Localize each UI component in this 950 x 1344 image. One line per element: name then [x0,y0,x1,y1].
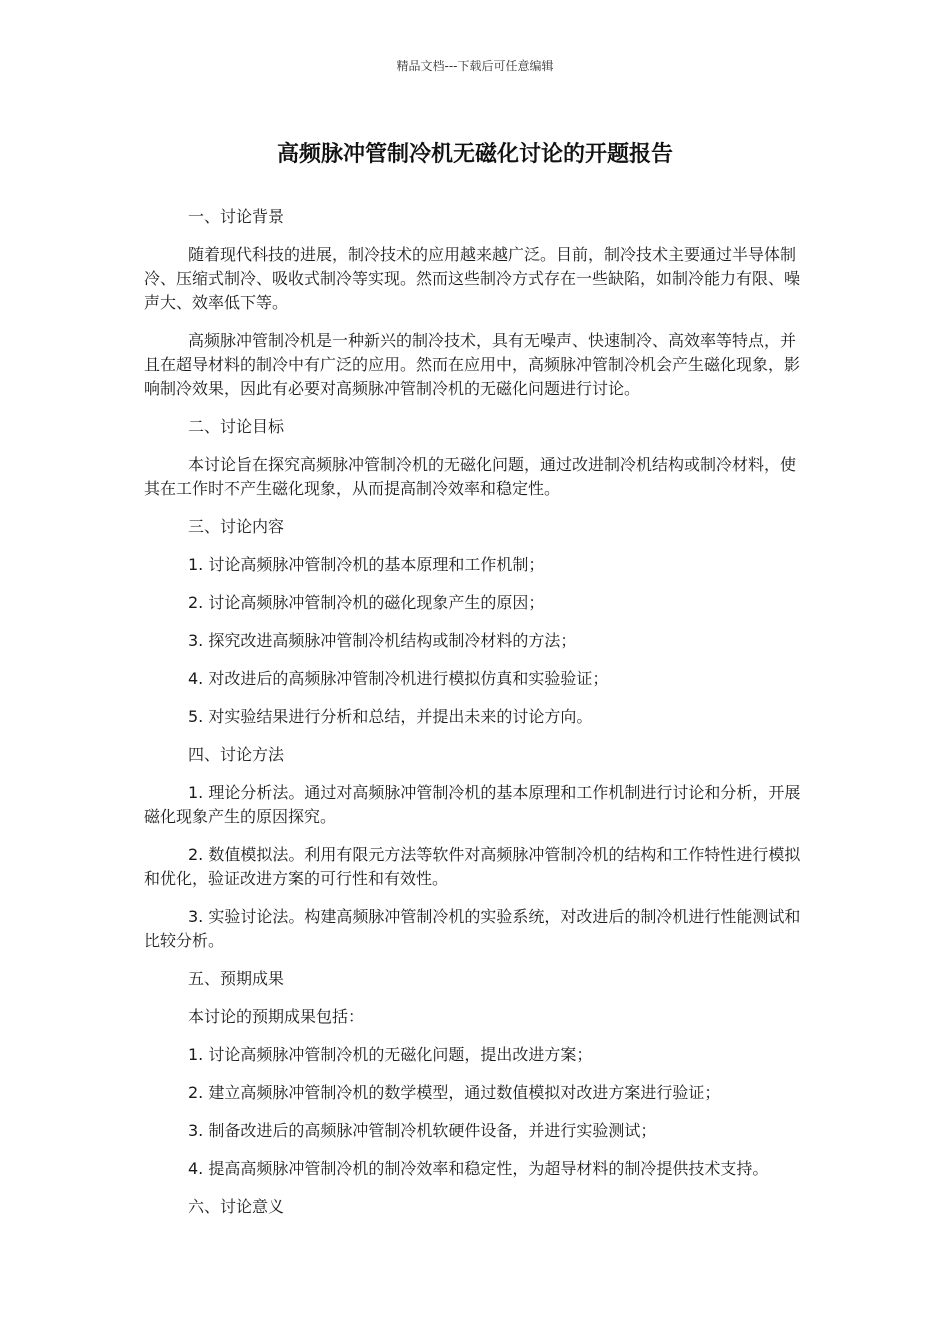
section-heading-background: 一、讨论背景 [188,207,285,226]
section-heading-outcomes: 五、预期成果 [188,969,285,988]
list-item-content-4: 4. 对改进后的高频脉冲管制冷机进行模拟仿真和实验验证； [188,669,609,688]
section-heading-content: 三、讨论内容 [188,517,285,536]
list-item-method-2: 2. 数值模拟法。利用有限元方法等软件对高频脉冲管制冷机的结构和工作特性进行模拟和优化，验证改进方案的可行性和有效性。 [144,845,801,888]
document-title: 高频脉冲管制冷机无磁化讨论的开题报告 [276,142,673,167]
list-item-content-3: 3. 探究改进高频脉冲管制冷机结构或制冷材料的方法； [188,631,577,650]
section-heading-significance: 六、讨论意义 [188,1197,285,1216]
header-note: 精品文档---下载后可任意编辑 [396,59,554,73]
list-item-outcome-1: 1. 讨论高频脉冲管制冷机的无磁化问题，提出改进方案； [188,1045,593,1064]
list-item-content-2: 2. 讨论高频脉冲管制冷机的磁化现象产生的原因； [188,593,545,612]
section-heading-methods: 四、讨论方法 [188,745,285,764]
list-item-outcome-2: 2. 建立高频脉冲管制冷机的数学模型，通过数值模拟对改进方案进行验证； [188,1083,721,1102]
paragraph-goals: 本讨论旨在探究高频脉冲管制冷机的无磁化问题，通过改进制冷机结构或制冷材料，使其在工作时不产生磁化现象，从而提高制冷效率和稳定性。 [144,455,797,498]
list-item-content-1: 1. 讨论高频脉冲管制冷机的基本原理和工作机制； [188,555,545,574]
list-item-outcome-3: 3. 制备改进后的高频脉冲管制冷机软硬件设备，并进行实验测试； [188,1121,657,1140]
paragraph-outcomes-intro: 本讨论的预期成果包括： [188,1007,365,1026]
document-body [144,205,808,1219]
paragraph-background-1: 随着现代科技的进展，制冷技术的应用越来越广泛。目前，制冷技术主要通过半导体制冷、压缩式制冷、吸收式制冷等实现。然而这些制冷方式存在一些缺陷，如制冷能力有限、噪声大、效率低下等。 [144,245,801,312]
paragraph-background-2: 高频脉冲管制冷机是一种新兴的制冷技术，具有无噪声、快速制冷、高效率等特点，并且在超导材料的制冷中有广泛的应用。然而在应用中，高频脉冲管制冷机会产生磁化现象，影响制冷效果，因此有必要对高频脉冲管制冷机的无磁化问题进行讨论。 [144,331,801,398]
list-item-method-3: 3. 实验讨论法。构建高频脉冲管制冷机的实验系统，对改进后的制冷机进行性能测试和比较分析。 [144,907,801,950]
list-item-content-5: 5. 对实验结果进行分析和总结，并提出未来的讨论方向。 [188,707,593,726]
list-item-method-1: 1. 理论分析法。通过对高频脉冲管制冷机的基本原理和工作机制进行讨论和分析，开展磁化现象产生的原因探究。 [144,783,801,826]
section-heading-goals: 二、讨论目标 [188,417,285,436]
list-item-outcome-4: 4. 提高高频脉冲管制冷机的制冷效率和稳定性，为超导材料的制冷提供技术支持。 [188,1159,769,1178]
